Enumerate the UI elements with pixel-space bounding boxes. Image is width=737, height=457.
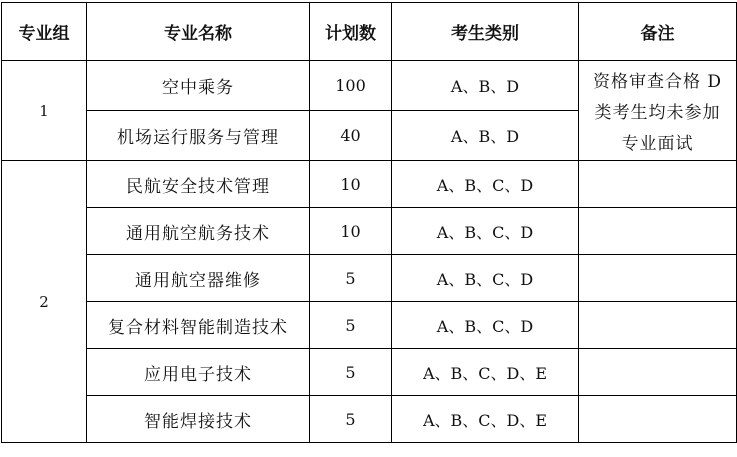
major-name: 智能焊接技术	[87, 396, 310, 443]
note-cell-empty	[579, 349, 737, 396]
plan-count: 10	[310, 161, 392, 208]
table-row	[2, 255, 737, 302]
admission-plan-table	[1, 2, 737, 443]
header-name: 专业名称	[87, 3, 310, 61]
major-name: 民航安全技术管理	[87, 161, 310, 208]
note-cell-empty	[579, 302, 737, 349]
table-row	[2, 349, 737, 396]
student-category: A、B、C、D	[392, 255, 579, 302]
major-name: 通用航空器维修	[87, 255, 310, 302]
plan-count: 5	[310, 396, 392, 443]
plan-count: 5	[310, 255, 392, 302]
student-category: A、B、C、D	[392, 161, 579, 208]
student-category: A、B、C、D	[392, 208, 579, 255]
header-row	[2, 3, 737, 61]
note-cell-empty	[579, 255, 737, 302]
major-name: 复合材料智能制造技术	[87, 302, 310, 349]
header-plan: 计划数	[310, 3, 392, 61]
header-category: 考生类别	[392, 3, 579, 61]
table-row	[2, 161, 737, 208]
header-group: 专业组	[2, 3, 87, 61]
table-row	[2, 302, 737, 349]
plan-count: 5	[310, 302, 392, 349]
plan-count: 40	[310, 111, 392, 161]
note-cell-empty	[579, 396, 737, 443]
major-name: 空中乘务	[87, 61, 310, 111]
student-category: A、B、D	[392, 61, 579, 111]
group-id: 1	[2, 61, 87, 161]
plan-count: 100	[310, 61, 392, 111]
note-cell-empty	[579, 208, 737, 255]
plan-count: 5	[310, 349, 392, 396]
note-cell-empty	[579, 161, 737, 208]
major-name: 机场运行服务与管理	[87, 111, 310, 161]
major-name: 通用航空航务技术	[87, 208, 310, 255]
plan-count: 10	[310, 208, 392, 255]
student-category: A、B、C、D、E	[392, 349, 579, 396]
student-category: A、B、C、D、E	[392, 396, 579, 443]
note-cell: 资格审查合格 D 类考生均未参加专业面试	[579, 61, 737, 161]
group-id: 2	[2, 161, 87, 443]
major-name: 应用电子技术	[87, 349, 310, 396]
student-category: A、B、C、D	[392, 302, 579, 349]
header-note: 备注	[579, 3, 737, 61]
student-category: A、B、D	[392, 111, 579, 161]
table-row	[2, 61, 737, 111]
table-row	[2, 208, 737, 255]
table-row	[2, 396, 737, 443]
